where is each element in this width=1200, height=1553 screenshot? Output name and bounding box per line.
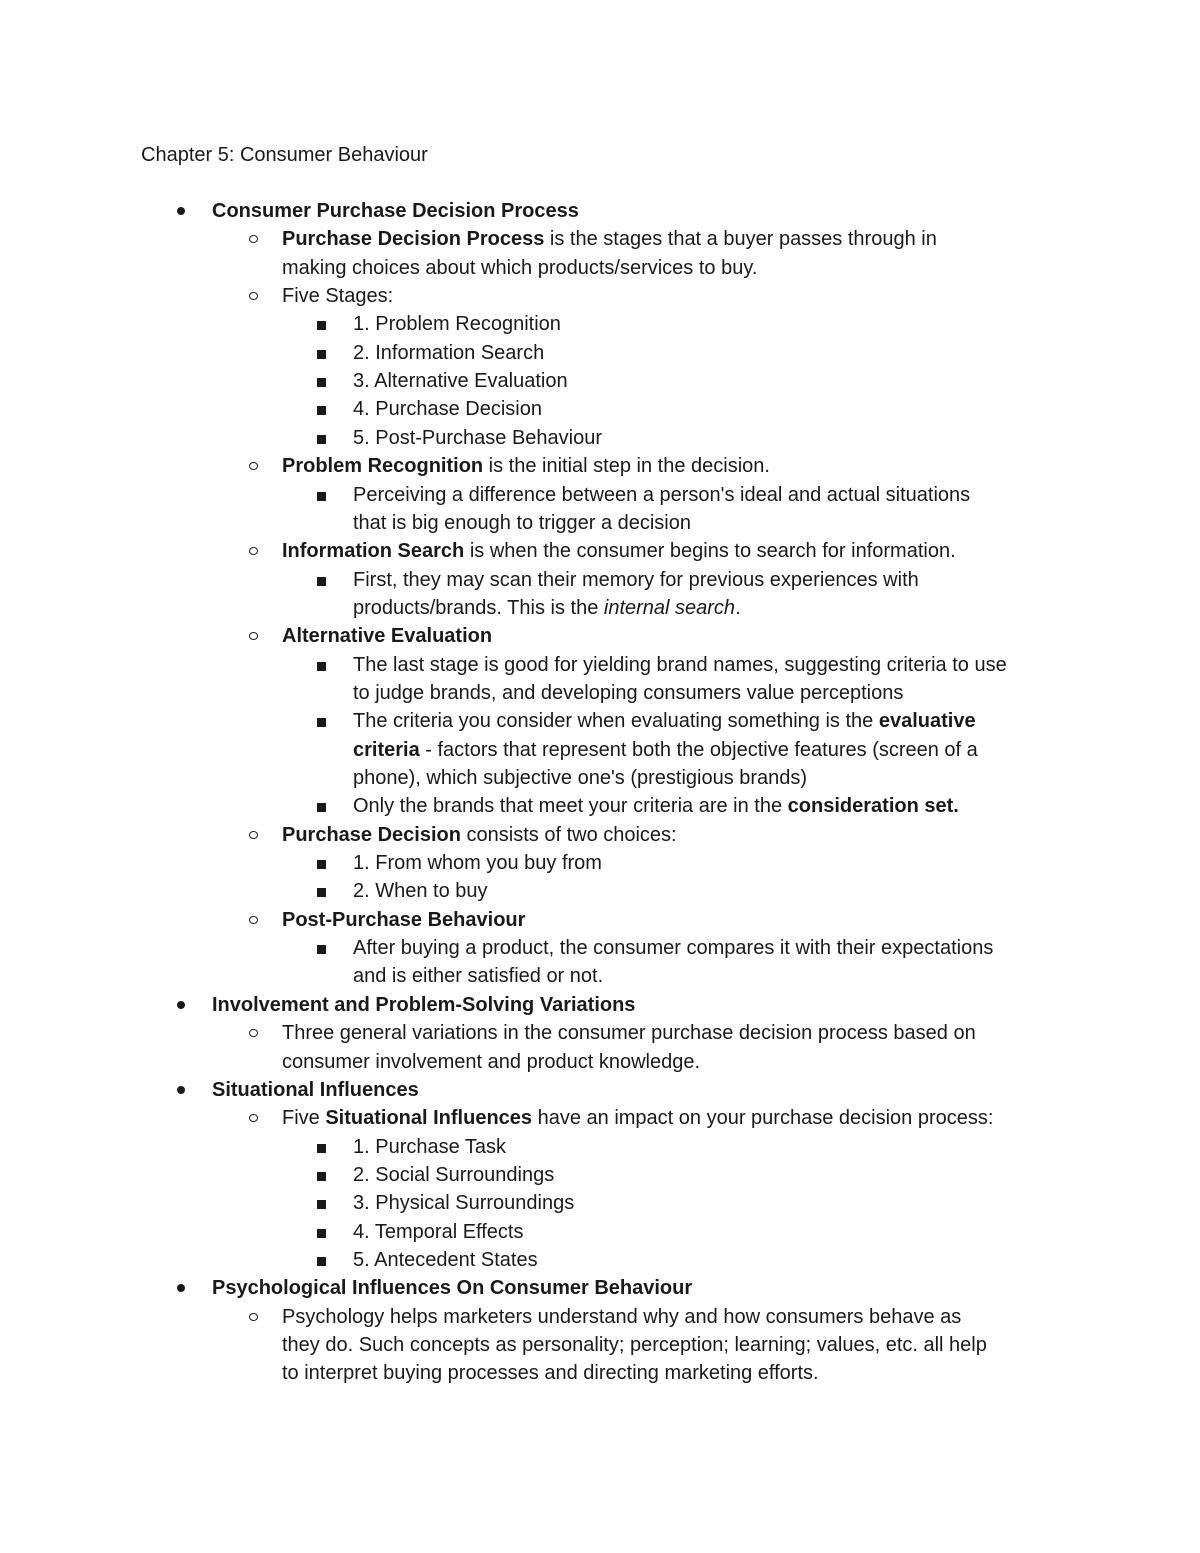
list-item-text [212,991,635,1019]
bold-term: Problem Recognition [282,455,484,478]
bold-term: Situational Influences [212,1078,419,1101]
list-item-text [282,1331,987,1359]
list-item-text [212,197,579,225]
list-item-text [282,452,770,480]
text-run: Only the brands that meet your criteria are in the [353,795,788,818]
bold-term: Situational Influences [325,1107,533,1130]
text-run: products/brands. This is the [353,596,604,619]
text-run: phone), which subjective one's (prestigious brands) [353,767,808,789]
bullet-disc-icon [177,1001,185,1009]
bold-term: Psychological Influences On Consumer Behaviour [212,1277,693,1300]
bold-term: Post-Purchase Behaviour [282,908,526,931]
text-run: consists of two choices: [460,823,677,846]
bullet-square-icon [317,803,326,812]
bold-term: evaluative [878,710,976,733]
list-item-text [353,792,959,820]
document-title: Chapter 5: Consumer Behaviour [141,144,428,166]
list-item-text [212,1274,692,1302]
bullet-circle-icon [249,547,258,555]
list-item-text [282,254,757,282]
list-item-text [282,1303,961,1331]
bullet-square-icon [317,860,326,869]
text-run: 5. Antecedent States [353,1248,538,1271]
list-item-text [353,877,488,905]
list-item-text [282,1104,993,1132]
bullet-circle-icon [249,831,258,839]
bullet-circle-icon [249,632,258,640]
italic-term: internal search [603,596,736,619]
list-item-text [353,310,561,338]
bullet-square-icon [317,1229,326,1238]
bullet-circle-icon [249,235,258,243]
list-item-text [353,764,807,792]
bullet-square-icon [317,662,326,671]
list-item-text [282,1048,700,1076]
text-run: have an impact on your purchase decision process: [532,1107,994,1130]
bullet-square-icon [317,1144,326,1153]
bullet-square-icon [317,321,326,330]
text-run: to judge brands, and developing consumers value perceptions [353,681,904,704]
text-run: is the stages that a buyer passes through in [544,228,937,251]
bullet-square-icon [317,350,326,359]
bullet-square-icon [317,577,326,586]
bullet-circle-icon [249,1029,258,1037]
bullet-square-icon [317,492,326,501]
list-item-text [282,821,677,849]
text-run: 2. When to buy [353,880,488,903]
list-item-text [353,736,978,764]
text-run: 2. Information Search [353,341,545,364]
bullet-circle-icon [249,1114,258,1122]
list-item-text [353,1189,574,1217]
bullet-circle-icon [249,916,258,924]
bold-term: Purchase Decision Process [282,228,545,251]
bold-term: Purchase Decision [282,823,461,846]
bullet-square-icon [317,406,326,415]
bullet-square-icon [317,1172,326,1181]
text-run: 1. Purchase Task [353,1135,507,1158]
text-run: is when the consumer begins to search for information. [464,540,956,563]
text-run: and is either satisfied or not. [353,965,604,988]
text-run: The last stage is good for yielding brand names, suggesting criteria to use [353,653,1007,676]
list-item-text [353,339,544,367]
bullet-square-icon [317,718,326,727]
text-run: After buying a product, the consumer compares it with their expectations [353,937,994,960]
list-item-text [353,424,602,452]
text-run: to interpret buying processes and directing marketing efforts. [282,1362,819,1385]
text-run: Five [282,1107,326,1130]
text-run: 1. Problem Recognition [353,313,561,336]
text-run: 4. Temporal Effects [353,1220,524,1243]
list-item-text [353,367,568,395]
bullet-square-icon [317,1200,326,1209]
list-item-text [212,1076,419,1104]
bullet-disc-icon [177,207,185,215]
bold-term: Alternative Evaluation [282,625,493,648]
list-item-text [282,622,492,650]
text-run: Five Stages: [282,285,394,308]
list-item-text [353,1218,523,1246]
text-run: Three general variations in the consumer purchase decision process based on [282,1022,976,1045]
list-item-text [353,1161,554,1189]
list-item-text [282,537,956,565]
list-item-text [353,962,603,990]
list-item-text [353,1133,506,1161]
text-run: they do. Such concepts as personality; perception; learning; values, etc. all help [282,1334,987,1356]
list-item-text [353,679,903,707]
text-run: 1. From whom you buy from [353,852,602,875]
list-item-text [282,282,393,310]
bullet-circle-icon [249,462,258,470]
text-run: . [735,596,741,619]
list-item-text [282,1019,976,1047]
text-run: Perceiving a difference between a person's ideal and actual situations [353,483,971,506]
list-item-text [353,566,919,594]
text-run: that is big enough to trigger a decision [353,511,691,534]
bold-term: Involvement and Problem-Solving Variations [212,993,636,1016]
text-run: Psychology helps marketers understand why and how consumers behave as [282,1305,962,1328]
text-run: 2. Social Surroundings [353,1163,555,1186]
bullet-circle-icon [249,292,258,300]
list-item-text [353,707,976,735]
list-item-text [353,481,970,509]
text-run: 3. Physical Surroundings [353,1192,575,1215]
text-run: consumer involvement and product knowledge. [282,1050,701,1073]
text-run: First, they may scan their memory for previous experiences with [353,568,919,591]
bullet-square-icon [317,378,326,387]
bullet-square-icon [317,435,326,444]
list-item-text [353,849,602,877]
text-run: - factors that represent both the objective features (screen of a [419,738,978,761]
text-run: is the initial step in the decision. [483,455,770,478]
bullet-disc-icon [177,1086,185,1094]
list-item-text [282,1359,819,1387]
text-run: The criteria you consider when evaluating something is the [353,710,879,733]
bullet-square-icon [317,945,326,954]
bullet-square-icon [317,888,326,897]
list-item-text [353,1246,538,1274]
bold-term: consideration set. [787,795,959,818]
list-item-text [353,934,993,962]
text-run: 3. Alternative Evaluation [353,370,568,393]
bold-term: Consumer Purchase Decision Process [212,200,579,222]
list-item-text [282,906,525,934]
bullet-disc-icon [177,1284,185,1292]
list-item-text [353,395,542,423]
text-run: making choices about which products/services to buy. [282,256,758,279]
bullet-circle-icon [249,1313,258,1321]
list-item-text [282,225,937,253]
bold-term: Information Search [282,540,465,563]
list-item-text [353,651,1007,679]
bullet-square-icon [317,1257,326,1266]
list-item-text [353,509,691,537]
text-run: 4. Purchase Decision [353,398,542,421]
text-run: 5. Post-Purchase Behaviour [353,426,603,449]
list-item-text [353,594,741,622]
bold-term: criteria [353,738,420,761]
